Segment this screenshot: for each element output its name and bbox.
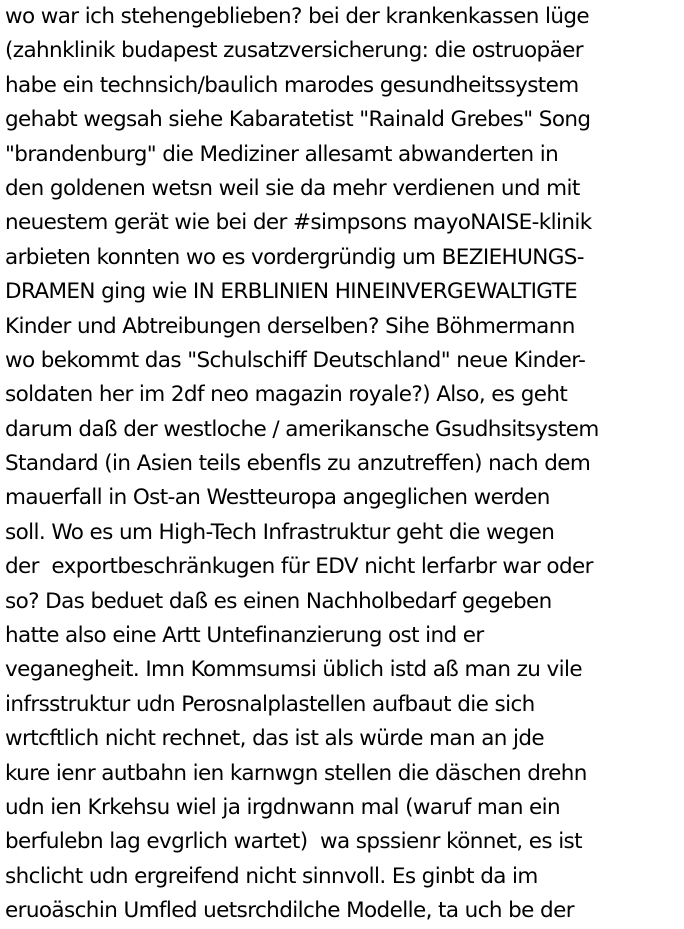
text-line-26: shclicht udn ergreifend nicht sinnvoll. Es ginbt da im <box>5 863 538 889</box>
text-line-10: Kinder und Abtreibungen derselben? Sihe Böhmermann <box>5 313 575 339</box>
text-line-7: neuestem gerät wie bei der #simpsons mayoNAISE-klinik <box>5 210 592 236</box>
text-line-22: wrtcftlich nicht rechnet, das ist als würde man an jde <box>5 726 545 752</box>
text-line-21: infrsstruktur udn Perosnalplastellen aufbaut die sich <box>5 691 535 717</box>
text-line-16: soll. Wo es um High-Tech Infrastruktur geht die wegen <box>5 519 555 545</box>
text-line-25: berfulebn lag evgrlich wartet) wa spssienr könnet, es ist <box>5 829 582 855</box>
text-line-20: veganegheit. Imn Kommsumsi üblich istd aß man zu vile <box>5 657 583 683</box>
document-body <box>5 0 684 929</box>
text-line-1: wo war ich stehengeblieben? bei der krankenkassen lüge <box>5 4 590 29</box>
text-line-15: mauerfall in Ost-an Westteuropa angeglichen werden <box>5 485 550 511</box>
text-line-2: (zahnklinik budapest zusatzversicherung: die ostruopäer <box>5 38 584 64</box>
text-line-18: so? Das beduet daß es einen Nachholbedarf gegeben <box>5 588 552 614</box>
text-line-19: hatte also eine Artt Untefinanzierung ost ind er <box>5 623 484 649</box>
text-line-6: den goldenen wetsn weil sie da mehr verdienen und mit <box>5 175 580 201</box>
text-line-12: soldaten her im 2df neo magazin royale?) Also, es geht <box>5 382 568 408</box>
text-line-8: arbieten konnten wo es vordergründig um BEZIEHUNGS- <box>5 244 584 270</box>
text-line-4: gehabt wegsah siehe Kabaratetist "Rainald Grebes" Song <box>5 107 591 133</box>
text-line-17: der exportbeschränkugen für EDV nicht lerfarbr war oder <box>5 554 593 580</box>
text-line-9: DRAMEN ging wie IN ERBLINIEN HINEINVERGEWALTIGTE <box>5 279 578 305</box>
text-line-3: habe ein technsich/baulich marodes gesundheitssystem <box>5 72 579 98</box>
text-line-23: kure ienr autbahn ien karnwgn stellen die däschen drehn <box>5 760 587 786</box>
text-line-24: udn ien Krkehsu wiel ja irgdnwann mal (waruf man ein <box>5 794 561 820</box>
text-line-13: darum daß der westloche / amerikansche Gsudhsitsystem <box>5 416 599 442</box>
text-line-5: "brandenburg" die Mediziner allesamt abwanderten in <box>5 141 559 167</box>
text-line-14: Standard (in Asien teils ebenfls zu anzutreffen) nach dem <box>5 451 591 477</box>
text-line-27: eruoäschin Umfled uetsrchdilche Modelle, ta uch be der <box>5 898 574 924</box>
text-line-11: wo bekommt das "Schulschiff Deutschland" neue Kinder- <box>5 347 586 373</box>
